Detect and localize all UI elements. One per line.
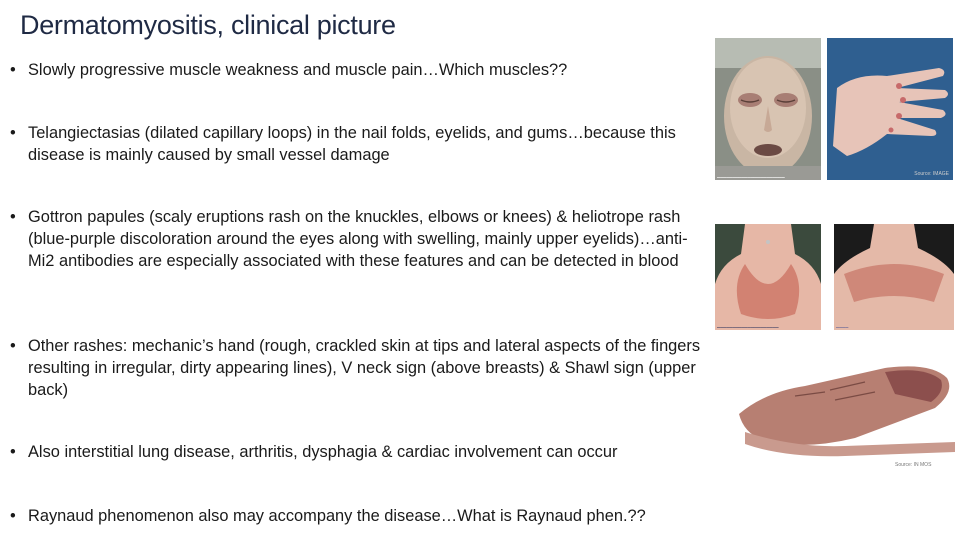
bullet-symbol: •	[10, 208, 16, 226]
bullet-symbol: •	[10, 337, 16, 355]
v-neck-sign-photo	[715, 224, 821, 330]
shawl-sign-photo	[834, 224, 954, 330]
bullet-item	[8, 206, 688, 272]
bullet-item	[8, 335, 720, 401]
bullet-item	[8, 441, 720, 463]
bullet-text: Slowly progressive muscle weakness and muscle pain…Which muscles??	[28, 61, 568, 79]
shawl-image-caption: ▁▁▁▁	[836, 323, 849, 328]
bullet-text: Telangiectasias (dilated capillary loops) in the nail folds, eyelids, and gums…because this disease is mainly caused by small vessel damage	[28, 124, 676, 164]
mechanics-hand-photo	[735, 352, 957, 470]
bullet-item	[8, 122, 720, 166]
bullet-symbol: •	[10, 124, 16, 142]
bullet-item	[8, 59, 720, 81]
v-neck-image	[715, 224, 821, 330]
gottron-hand-photo	[827, 38, 953, 180]
bullet-text: Also interstitial lung disease, arthritis, dysphagia & cardiac involvement can occur	[28, 443, 618, 461]
finger-image	[735, 352, 957, 470]
face-image	[715, 38, 821, 180]
heliotrope-face-photo	[715, 38, 821, 180]
face-image-caption: ▁▁▁▁▁▁▁▁▁▁▁▁▁▁▁▁▁▁▁▁▁▁	[717, 173, 785, 178]
finger-image-source: Source: IN MOS	[895, 462, 932, 468]
bullet-text: Raynaud phenomenon also may accompany the disease…What is Raynaud phen.??	[28, 507, 646, 525]
v-neck-image-caption: ▁▁▁▁▁▁▁▁▁▁▁▁▁▁▁▁▁▁▁▁	[717, 323, 779, 328]
slide-title: Dermatomyositis, clinical picture	[20, 10, 396, 40]
bullet-symbol: •	[10, 61, 16, 79]
bullet-symbol: •	[10, 507, 16, 525]
bullet-item	[8, 505, 720, 527]
bullet-symbol: •	[10, 443, 16, 461]
hand-image-source: Source: IMAGE	[914, 171, 949, 177]
bullet-text: Gottron papules (scaly eruptions rash on the knuckles, elbows or knees) & heliotrope rash (blue-purple discoloration around the eyes along with swelling, mainly upper eyelids)…anti-Mi2 antibodies are especially associated with these features and can be detected in blood	[28, 208, 688, 270]
shawl-image	[834, 224, 954, 330]
hand-image	[827, 38, 953, 180]
bullet-text: Other rashes: mechanic’s hand (rough, crackled skin at tips and lateral aspects of the fingers resulting in irregular, dirty appearing lines), V neck sign (above breasts) & Shawl sign (upper back)	[28, 337, 701, 399]
